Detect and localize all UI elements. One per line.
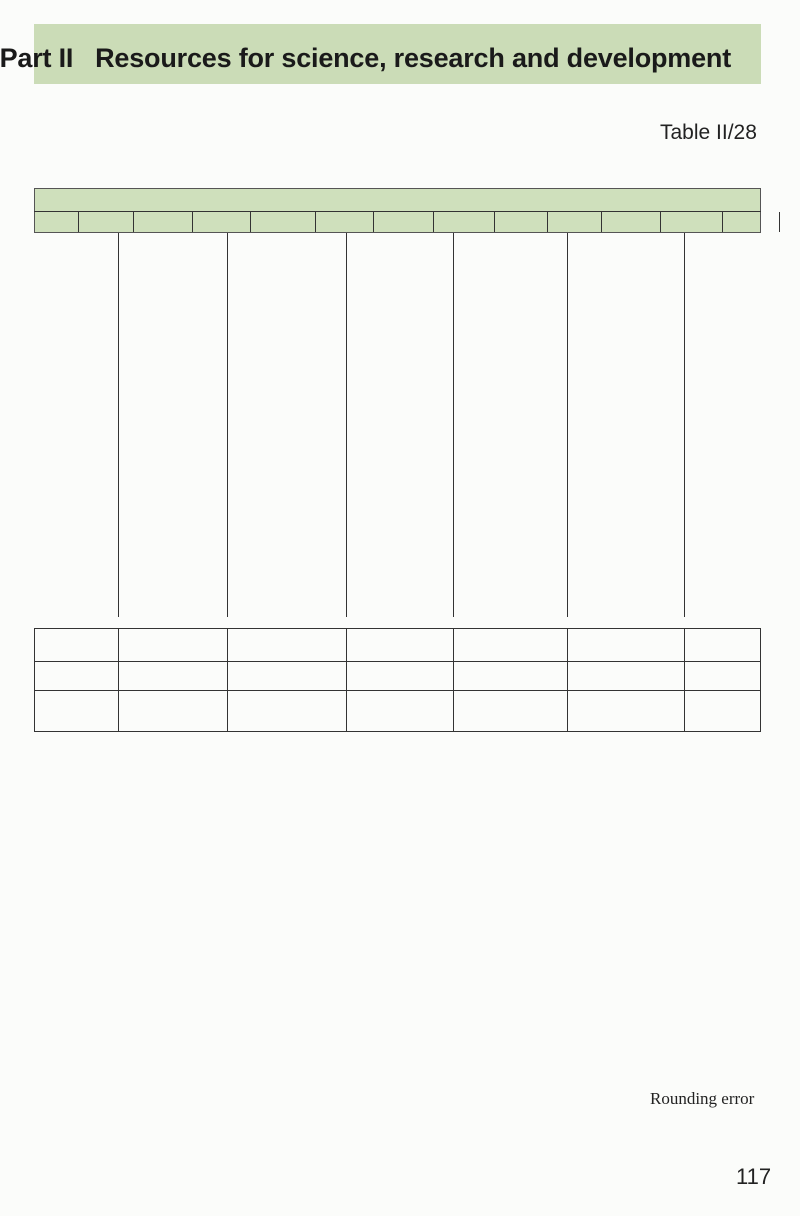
year-divider <box>250 212 251 232</box>
year-divider <box>315 212 316 232</box>
column-separator <box>567 233 568 617</box>
footnote: Rounding error <box>650 1089 755 1108</box>
year-divider <box>433 212 434 232</box>
year-divider <box>722 212 723 232</box>
year-divider <box>78 212 79 232</box>
year-divider <box>601 212 602 232</box>
section-title: Resources for science, research and development <box>95 43 731 73</box>
totals-separator <box>453 628 454 732</box>
totals-separator <box>684 628 685 732</box>
column-separator <box>453 233 454 617</box>
column-separator <box>346 233 347 617</box>
totals-separator <box>227 628 228 732</box>
year-divider <box>494 212 495 232</box>
totals-separator <box>567 628 568 732</box>
year-divider <box>660 212 661 232</box>
year-divider <box>192 212 193 232</box>
totals-divider <box>34 690 761 691</box>
totals-separator <box>118 628 119 732</box>
banner-title <box>0 43 731 74</box>
totals-separator <box>346 628 347 732</box>
column-separator <box>118 233 119 617</box>
part-label: Part II <box>0 43 74 73</box>
year-divider <box>373 212 374 232</box>
totals-divider <box>34 661 761 662</box>
section-banner <box>0 24 761 84</box>
year-divider <box>779 212 780 232</box>
header-divider <box>34 211 761 212</box>
table-id: Table II/28 <box>660 121 757 144</box>
totals-frame <box>34 628 761 732</box>
year-divider <box>133 212 134 232</box>
year-divider <box>547 212 548 232</box>
page-number: 117 <box>736 1164 772 1189</box>
column-separator <box>684 233 685 617</box>
column-separator <box>227 233 228 617</box>
